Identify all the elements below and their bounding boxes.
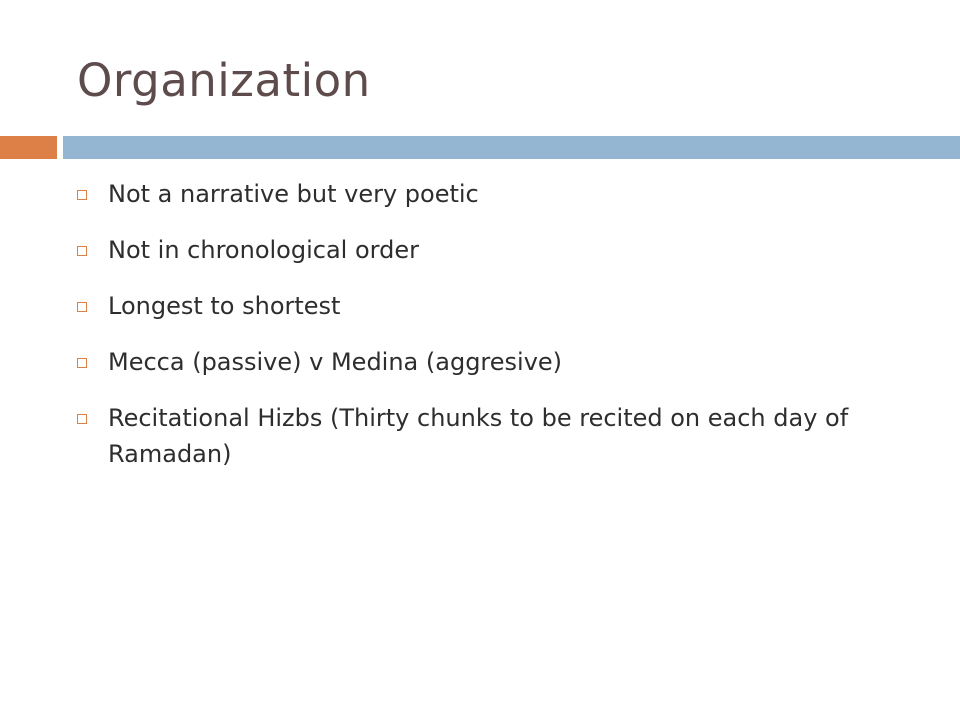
bullet-item <box>77 400 877 472</box>
bullet-text: Not in chronological order <box>108 236 419 264</box>
title-divider-bar <box>63 136 960 159</box>
bullet-list <box>77 176 877 492</box>
bullet-item <box>77 176 877 212</box>
square-bullet-icon <box>77 414 87 424</box>
title-accent-bar <box>0 136 57 159</box>
square-bullet-icon <box>77 302 87 312</box>
square-bullet-icon <box>77 190 87 200</box>
slide-title: Organization <box>77 54 371 107</box>
bullet-item <box>77 288 877 324</box>
bullet-item <box>77 232 877 268</box>
square-bullet-icon <box>77 246 87 256</box>
bullet-item <box>77 344 877 380</box>
bullet-text: Mecca (passive) v Medina (aggresive) <box>108 348 563 376</box>
bullet-text: Recitational Hizbs (Thirty chunks to be recited on each day of Ramadan) <box>108 404 849 468</box>
bullet-text: Longest to shortest <box>108 292 341 320</box>
square-bullet-icon <box>77 358 87 368</box>
bullet-text: Not a narrative but very poetic <box>108 180 479 208</box>
